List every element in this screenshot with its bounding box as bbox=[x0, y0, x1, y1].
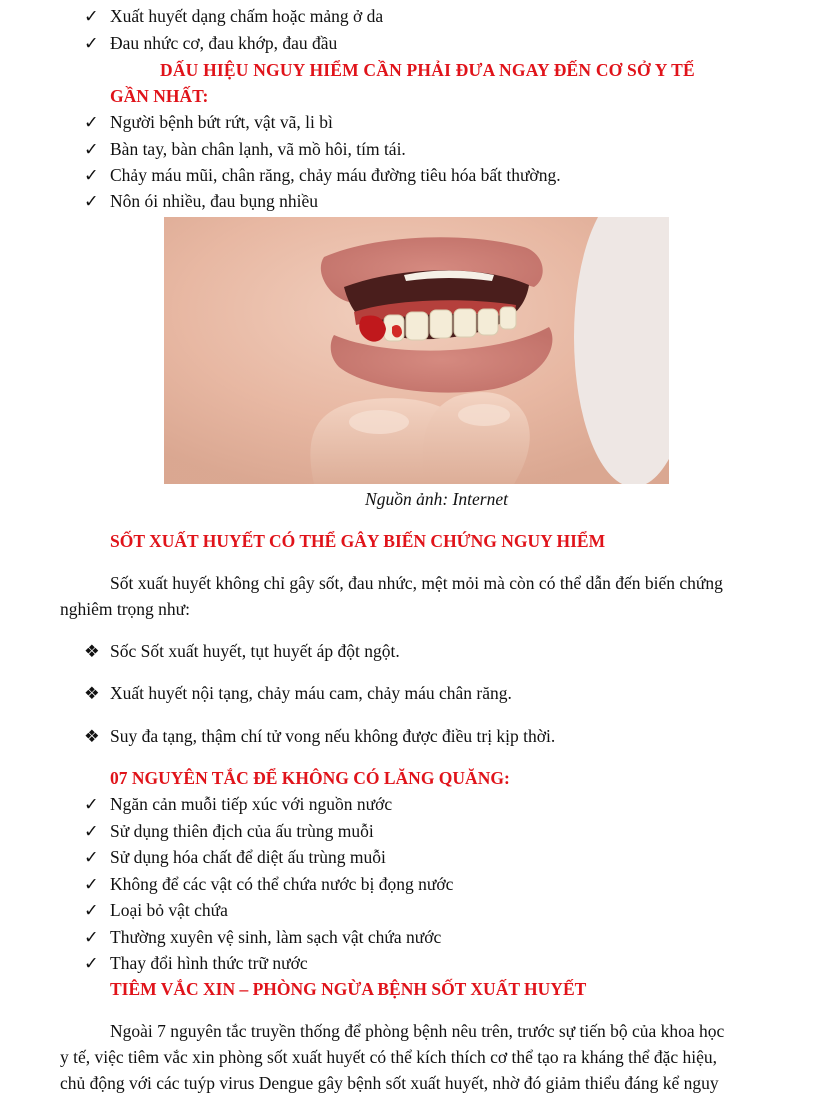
check-icon: ✓ bbox=[84, 191, 99, 211]
list-item bbox=[84, 112, 333, 133]
check-icon: ✓ bbox=[84, 794, 99, 814]
list-item bbox=[84, 900, 228, 921]
mouth-illustration bbox=[164, 217, 669, 484]
paragraph-line: nghiêm trọng như: bbox=[60, 599, 191, 619]
list-item bbox=[84, 953, 308, 974]
list-item bbox=[84, 847, 386, 868]
paragraph-line: Sốt xuất huyết không chỉ gây sốt, đau nhức, mệt mỏi mà còn có thể dẫn đến biến chứng bbox=[110, 573, 723, 593]
list-item-text: Sốc Sốt xuất huyết, tụt huyết áp đột ngột. bbox=[110, 641, 400, 661]
rules-heading: 07 NGUYÊN TẮC ĐỂ KHÔNG CÓ LĂNG QUĂNG: bbox=[110, 768, 510, 788]
list-item-text: Người bệnh bứt rứt, vật vã, li bì bbox=[110, 112, 333, 132]
list-item-text: Loại bỏ vật chứa bbox=[110, 900, 228, 920]
list-item bbox=[84, 726, 555, 747]
diamond-bullet-icon: ❖ bbox=[84, 683, 100, 703]
check-icon: ✓ bbox=[84, 112, 99, 132]
bleeding-gums-photo bbox=[164, 217, 669, 484]
list-item bbox=[84, 139, 406, 160]
danger-heading-cont: GẦN NHẤT: bbox=[110, 86, 209, 106]
check-icon: ✓ bbox=[84, 927, 99, 947]
list-item bbox=[84, 165, 561, 186]
check-icon: ✓ bbox=[84, 953, 99, 973]
list-item-text: Không để các vật có thể chứa nước bị đọng nước bbox=[110, 874, 454, 894]
list-item-text: Xuất huyết nội tạng, chảy máu cam, chảy máu chân răng. bbox=[110, 683, 512, 703]
list-item-text: Sử dụng hóa chất để diệt ấu trùng muỗi bbox=[110, 847, 386, 867]
danger-heading: DẤU HIỆU NGUY HIỂM CẦN PHẢI ĐƯA NGAY ĐẾN CƠ SỞ Y TẾ bbox=[160, 60, 695, 80]
check-icon: ✓ bbox=[84, 847, 99, 867]
list-item bbox=[84, 794, 392, 815]
list-item-text: Sử dụng thiên địch của ấu trùng muỗi bbox=[110, 821, 374, 841]
diamond-bullet-icon: ❖ bbox=[84, 726, 100, 746]
check-icon: ✓ bbox=[84, 821, 99, 841]
paragraph-line: chủ động với các tuýp virus Dengue gây bệnh sốt xuất huyết, nhờ đó giảm thiểu đáng kể nguy bbox=[60, 1073, 719, 1093]
vaccine-heading: TIÊM VẮC XIN – PHÒNG NGỪA BỆNH SỐT XUẤT HUYẾT bbox=[110, 979, 587, 999]
check-icon: ✓ bbox=[84, 900, 99, 920]
paragraph-line: y tế, việc tiêm vắc xin phòng sốt xuất huyết có thể kích thích cơ thể tạo ra kháng thể đặc hiệu, bbox=[60, 1047, 718, 1067]
list-item-text: Xuất huyết dạng chấm hoặc mảng ở da bbox=[110, 6, 384, 26]
list-item bbox=[84, 641, 400, 662]
list-item bbox=[84, 6, 383, 27]
check-icon: ✓ bbox=[84, 139, 99, 159]
list-item bbox=[84, 821, 374, 842]
check-icon: ✓ bbox=[84, 874, 99, 894]
list-item bbox=[84, 927, 441, 948]
check-icon: ✓ bbox=[84, 6, 99, 26]
list-item-text: Ngăn cản muỗi tiếp xúc với nguồn nước bbox=[110, 794, 393, 814]
list-item bbox=[84, 874, 453, 895]
list-item bbox=[84, 683, 512, 704]
diamond-bullet-icon: ❖ bbox=[84, 641, 100, 661]
list-item-text: Thường xuyên vệ sinh, làm sạch vật chứa nước bbox=[110, 927, 442, 947]
list-item-text: Suy đa tạng, thậm chí tử vong nếu không được điều trị kịp thời. bbox=[110, 726, 556, 746]
paragraph-line: Ngoài 7 nguyên tắc truyền thống để phòng bệnh nêu trên, trước sự tiến bộ của khoa học bbox=[110, 1021, 725, 1041]
complication-heading: SỐT XUẤT HUYẾT CÓ THỂ GÂY BIẾN CHỨNG NGUY HIỂM bbox=[110, 531, 606, 551]
list-item bbox=[84, 33, 337, 54]
list-item-text: Thay đổi hình thức trữ nước bbox=[110, 953, 308, 973]
image-caption: Nguồn ảnh: Internet bbox=[365, 489, 508, 509]
list-item-text: Bàn tay, bàn chân lạnh, vã mồ hôi, tím tái. bbox=[110, 139, 406, 159]
list-item-text: Chảy máu mũi, chân răng, chảy máu đường tiêu hóa bất thường. bbox=[110, 165, 561, 185]
list-item-text: Nôn ói nhiều, đau bụng nhiều bbox=[110, 191, 319, 211]
list-item-text: Đau nhức cơ, đau khớp, đau đầu bbox=[110, 33, 338, 53]
check-icon: ✓ bbox=[84, 33, 99, 53]
list-item bbox=[84, 191, 318, 212]
check-icon: ✓ bbox=[84, 165, 99, 185]
